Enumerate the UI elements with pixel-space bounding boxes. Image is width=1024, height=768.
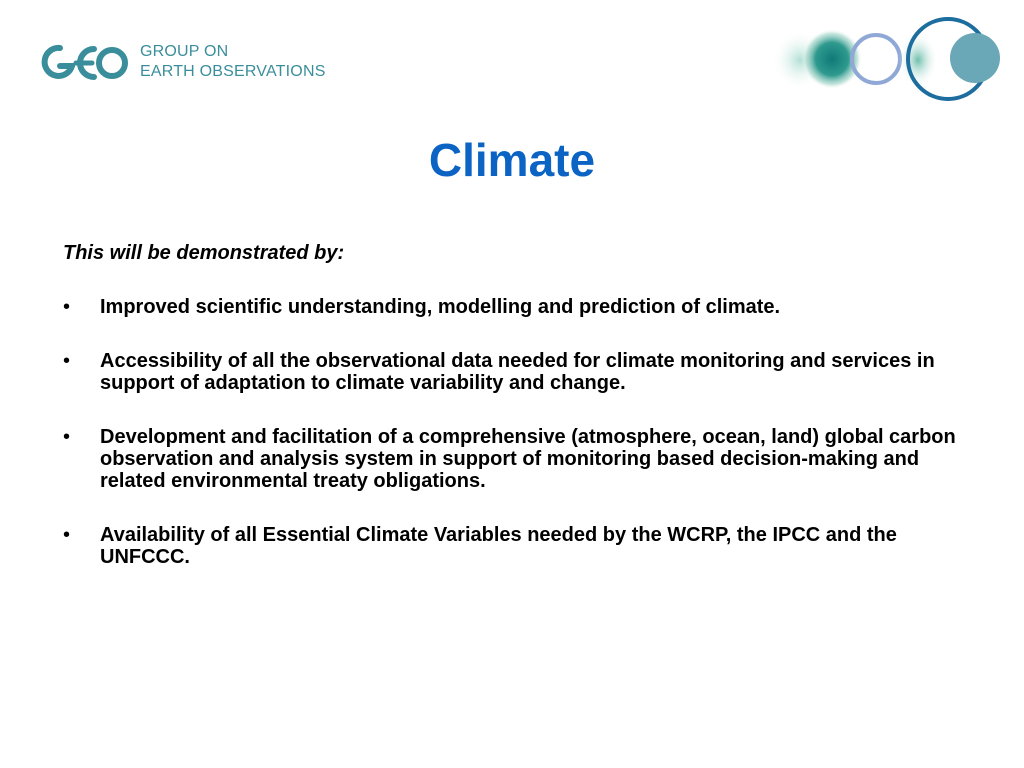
geo-logo-text-line2: EARTH OBSERVATIONS [140,63,326,80]
geo-logo-text-line1: GROUP ON [140,43,229,60]
bullet-text: Improved scientific understanding, modelling and prediction of climate. [100,296,781,318]
slide-title: Climate [428,134,596,186]
bullet-text: Development and facilitation of a comprehensive (atmosphere, ocean, land) global carbon observation and analysis system in support of monitoring based decision-making and related environmental treaty obligations. [100,426,956,492]
bullet-item [63,350,968,394]
bullet-symbol: • [63,426,71,448]
bullet-list [63,296,968,600]
bullet-symbol: • [63,296,71,318]
geo-logo-icon [40,40,132,84]
geo-logo [40,36,340,92]
geo-logo-text [140,42,340,82]
bullet-item [63,426,968,492]
bullet-symbol: • [63,350,71,372]
bullet-item [63,524,968,568]
bullet-item [63,296,968,318]
intro-text: This will be demonstrated by: [63,242,345,264]
bullet-text: Accessibility of all the observational data needed for climate monitoring and services in support of adaptation to climate variability and change. [100,350,935,394]
bullet-symbol: • [63,524,71,546]
bullet-text: Availability of all Essential Climate Variables needed by the WCRP, the IPCC and the UNFCCC. [100,524,897,568]
circles-decoration-icon [770,12,1010,108]
